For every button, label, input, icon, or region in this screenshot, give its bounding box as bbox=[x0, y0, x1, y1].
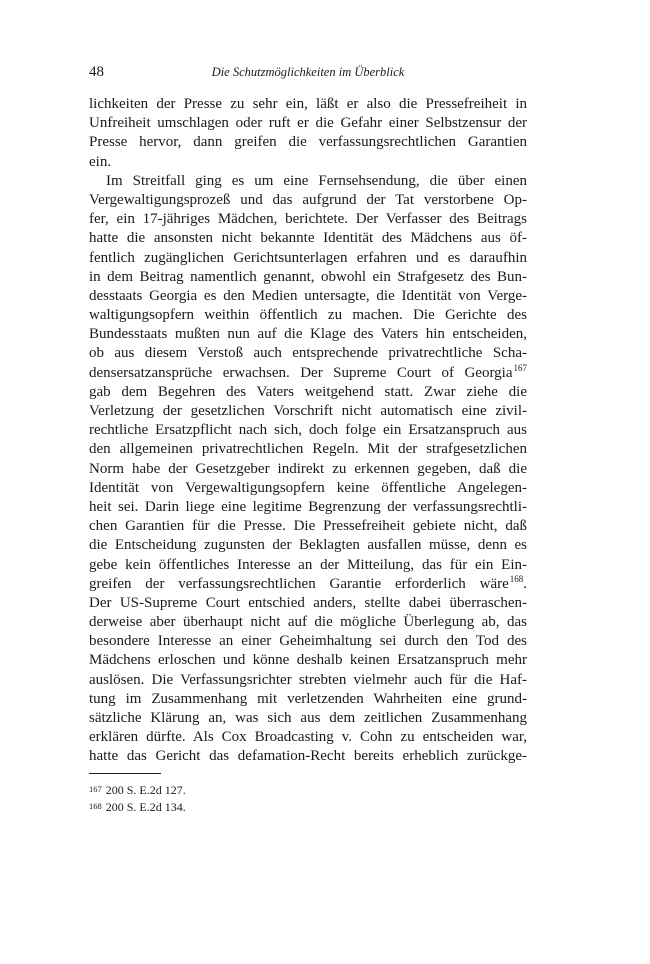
text-line bbox=[89, 575, 527, 594]
page-number: 48 bbox=[89, 64, 104, 80]
text-line bbox=[89, 651, 527, 670]
text-line bbox=[89, 229, 527, 248]
footnote-reference: 167 bbox=[513, 362, 527, 373]
text-line bbox=[89, 728, 527, 747]
text-line-content: Mädchens erloschen und könne deshalb keinen Ersatzanspruch mehr bbox=[89, 652, 527, 669]
text-line-content: desstaats Georgia es den Medien untersagte, die Identität von Verge- bbox=[89, 287, 527, 304]
text-line bbox=[89, 133, 527, 152]
text-line bbox=[89, 325, 527, 344]
text-line bbox=[89, 460, 527, 479]
text-line-content: ein. bbox=[89, 153, 112, 170]
text-line bbox=[89, 383, 527, 402]
text-line bbox=[89, 306, 527, 325]
text-line bbox=[89, 191, 527, 210]
text-line-content: waltigungsopfern weithin öffentlich zu machen. Die Gerichte des bbox=[89, 307, 527, 324]
text-line-content: erklären dürfte. Als Cox Broadcasting v. Cohn zu entscheiden war, bbox=[89, 729, 527, 746]
text-line-content: Im Streitfall ging es um eine Fernsehsendung, die über einen bbox=[106, 172, 527, 189]
text-line-content: Norm habe der Gesetzgeber indirekt zu erkennen gegeben, daß die bbox=[89, 460, 527, 477]
running-title: Die Schutzmöglichkeiten im Überblick bbox=[211, 65, 405, 79]
footnote-mark: 168 bbox=[89, 801, 102, 811]
text-line-content: sätzliche Klärung an, was sich aus dem zeitlichen Zusammenhang bbox=[89, 710, 527, 726]
text-line bbox=[89, 287, 527, 306]
text-line-content: tung im Zusammenhang mit verletzenden Wahrheiten eine grund- bbox=[89, 690, 527, 707]
text-line-content: in dem Beitrag namentlich genannt, obwohl ein Strafgesetz des Bun- bbox=[89, 268, 527, 285]
body-text bbox=[89, 95, 527, 767]
text-line bbox=[89, 709, 527, 728]
text-line-content: gebe kein öffentliches Interesse an der Mitteilung, das für ein Ein- bbox=[89, 556, 527, 573]
text-line bbox=[89, 613, 527, 632]
text-line-content: Presse hervor, dann greifen die verfassungsrechtlichen Garantien bbox=[89, 134, 527, 151]
text-line-content: Unfreiheit umschlagen oder ruft er die Gefahr einer Selbstzensur der bbox=[89, 115, 527, 132]
text-line-content: heit sei. Darin liege eine legitime Begrenzung der verfassungsrechtli- bbox=[89, 498, 527, 515]
text-line-content: Identität von Vergewaltigungsopfern keine öffentliche Angelegen- bbox=[89, 479, 527, 496]
text-line-content: Der US-Supreme Court entschied anders, stellte dabei überraschen- bbox=[89, 594, 527, 611]
footnote-text: 200 S. E.2d 134. bbox=[105, 800, 186, 814]
text-line bbox=[89, 671, 527, 690]
text-line bbox=[89, 747, 527, 766]
text-line bbox=[89, 421, 527, 440]
text-line bbox=[89, 172, 527, 191]
text-line bbox=[89, 210, 527, 229]
text-line bbox=[89, 556, 527, 575]
text-line-content: fentlich zugänglichen Gerichtsunterlagen erfahren und es daraufhin bbox=[89, 249, 527, 266]
text-line-content: den allgemeinen privatrechtlichen Regeln. Mit der strafgesetzlichen bbox=[89, 441, 527, 458]
text-line bbox=[89, 249, 527, 268]
text-line-content: besondere Interesse an einer Geheimhaltung sei durch den Tod des bbox=[89, 633, 527, 650]
footnote-text: 200 S. E.2d 127. bbox=[105, 783, 186, 797]
text-line bbox=[89, 479, 527, 498]
page-header bbox=[89, 64, 527, 84]
text-line bbox=[89, 402, 527, 421]
text-line-tail: . bbox=[523, 575, 527, 592]
text-line bbox=[89, 268, 527, 287]
text-line bbox=[89, 153, 527, 172]
text-line bbox=[89, 114, 527, 133]
footnotes bbox=[89, 781, 527, 815]
footnote-mark: 167 bbox=[89, 784, 102, 794]
text-line bbox=[89, 594, 527, 613]
text-line-content: auslösen. Die Verfassungsrichter strebten vielmehr auch für die Haf- bbox=[89, 671, 527, 688]
footnote bbox=[89, 798, 527, 815]
text-line bbox=[89, 632, 527, 651]
text-line-content: gab dem Begehren des Vaters weitgehend statt. Zwar ziehe die bbox=[89, 383, 527, 400]
text-line-content: chen Garantien für die Presse. Die Pressefreiheit gebiete nicht, daß bbox=[89, 518, 527, 535]
text-line bbox=[89, 517, 527, 536]
text-line-content: densersatzansprüche erwachsen. Der Supreme Court of Georgia bbox=[89, 364, 513, 381]
footnote-reference: 168 bbox=[509, 573, 524, 584]
text-line-content: lichkeiten der Presse zu sehr ein, läßt er also die Pressefreiheit in bbox=[89, 96, 527, 112]
text-line-content: hatte das Gericht das defamation-Recht bereits erheblich zurückge- bbox=[89, 748, 527, 765]
text-line-content: derweise aber überhaupt nicht auf die mögliche Überlegung ab, das bbox=[89, 614, 527, 631]
text-line-content: rechtliche Ersatzpflicht nach sich, doch folge ein Ersatzanspruch aus bbox=[89, 422, 527, 439]
text-line-content: Vergewaltigungsprozeß und das aufgrund der Tat verstorbene Op- bbox=[89, 191, 527, 208]
text-line bbox=[89, 364, 527, 383]
text-line bbox=[89, 440, 527, 459]
text-line bbox=[89, 344, 527, 363]
text-line-content: greifen der verfassungsrechtlichen Garantie erforderlich wäre bbox=[89, 575, 509, 592]
footnote-separator bbox=[89, 773, 161, 774]
text-line-content: ob aus diesem Verstoß auch entsprechende privatrechtliche Scha- bbox=[89, 345, 527, 362]
text-line bbox=[89, 95, 527, 114]
text-line bbox=[89, 690, 527, 709]
text-line bbox=[89, 536, 527, 555]
text-line bbox=[89, 498, 527, 517]
text-line-content: hatte die ansonsten nicht bekannte Identität des Mädchens aus öf- bbox=[89, 230, 527, 247]
text-line-content: fer, ein 17-jähriges Mädchen, berichtete. Der Verfasser des Beitrags bbox=[89, 211, 527, 228]
text-line-content: Bundesstaats mußten nun auf die Klage des Vaters hin entscheiden, bbox=[89, 326, 527, 343]
text-line-content: Verletzung der gesetzlichen Vorschrift nicht automatisch eine zivil- bbox=[89, 403, 527, 419]
text-line-content: die Entscheidung zugunsten der Beklagten ausfallen müsse, denn es bbox=[89, 537, 527, 554]
footnote bbox=[89, 781, 527, 798]
